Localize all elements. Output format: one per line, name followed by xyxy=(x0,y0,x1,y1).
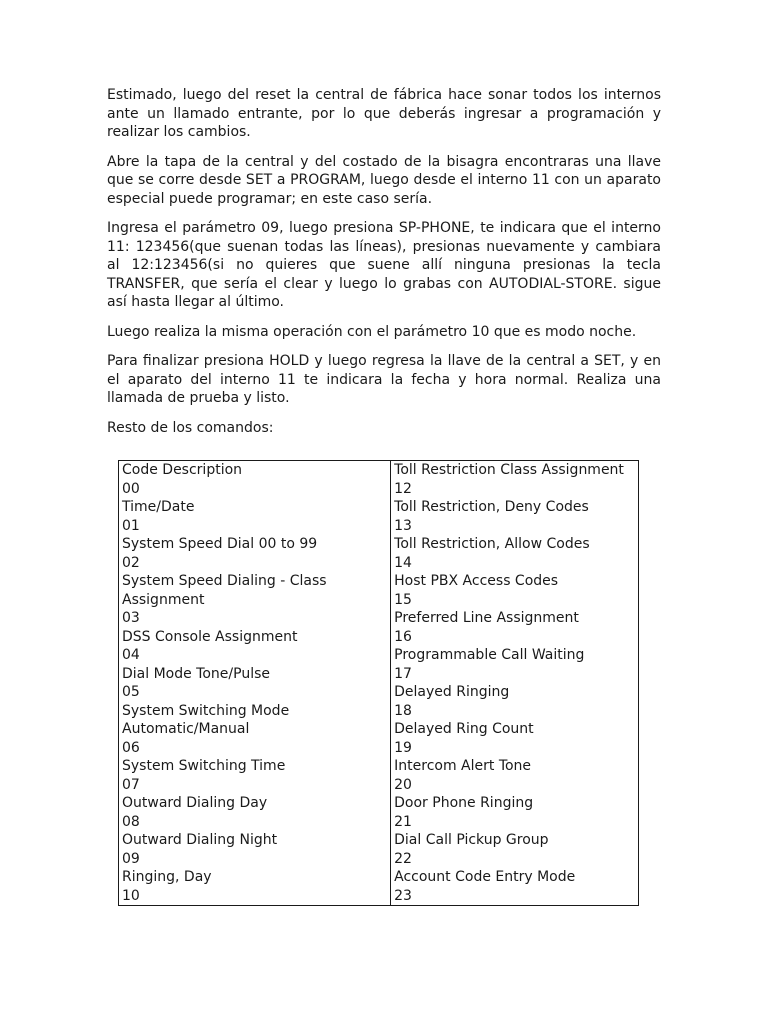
table-cell-line: Code Description xyxy=(122,462,243,478)
table-cell-line: 08 xyxy=(122,813,140,830)
table-cell-line: 12 xyxy=(394,480,412,497)
table-cell-line: Outward Dialing Day xyxy=(122,795,268,811)
table-cell-line: 05 xyxy=(122,684,140,700)
table-cell-line: Intercom Alert Tone xyxy=(394,758,532,774)
commands-table xyxy=(118,460,639,906)
table-cell-line: System Speed Dialing - Class xyxy=(122,573,327,589)
table-row xyxy=(119,461,639,906)
paragraph: Ingresa el parámetro 09, luego presiona SP-PHONE, te indicara que el interno 11: 123456(que suenan todas las líneas), presionas nuevamente y cambiara al 12:123456(si no quieres que suene allí ninguna presionas la tecla TRANSFER, que sería el clear y luego lo grabas con AUTODIAL-STORE. sigue así hasta llegar al último. xyxy=(107,220,661,310)
table-cell-line: 10 xyxy=(122,887,140,904)
table-cell-line: 14 xyxy=(394,554,412,571)
table-cell-line: 07 xyxy=(122,776,140,793)
table-cell-line: Dial Call Pickup Group xyxy=(394,832,549,848)
table-cell-line: Outward Dialing Night xyxy=(122,832,278,848)
table-cell-line: Assignment xyxy=(122,591,205,608)
document-body xyxy=(107,86,661,449)
table-cell-line: Time/Date xyxy=(122,499,195,515)
left-column xyxy=(119,461,391,906)
table-cell-line: 18 xyxy=(394,702,412,719)
table-cell-line: System Switching Time xyxy=(122,758,286,774)
table-cell-line: Toll Restriction, Deny Codes xyxy=(394,499,589,515)
table-cell-line: Automatic/Manual xyxy=(122,721,250,737)
table-cell-line: Delayed Ringing xyxy=(394,684,510,700)
table-cell-line: Programmable Call Waiting xyxy=(394,647,585,663)
table-cell-line: Account Code Entry Mode xyxy=(394,869,576,885)
table-cell-line: Ringing, Day xyxy=(122,869,212,885)
table-cell-line: Toll Restriction, Allow Codes xyxy=(394,536,590,552)
table-cell-line: 02 xyxy=(122,554,140,571)
paragraph: Para finalizar presiona HOLD y luego regresa la llave de la central a SET, y en el aparato del interno 11 te indicara la fecha y hora normal. Realiza una llamada de prueba y listo. xyxy=(107,353,661,406)
table-cell-line: 01 xyxy=(122,517,140,534)
paragraph: Abre la tapa de la central y del costado de la bisagra encontraras una llave que se corre desde SET a PROGRAM, luego desde el interno 11 con un aparato especial puede programar; en este caso sería. xyxy=(107,153,661,207)
table-cell-line: 17 xyxy=(394,665,412,682)
paragraph: Luego realiza la misma operación con el parámetro 10 que es modo noche. xyxy=(107,323,637,340)
right-column xyxy=(391,461,639,906)
table-cell-line: Preferred Line Assignment xyxy=(394,610,579,626)
table-cell-line: 04 xyxy=(122,647,140,663)
table-cell-line: Delayed Ring Count xyxy=(394,721,534,737)
table-cell-line: 20 xyxy=(394,776,412,793)
table-cell-line: 16 xyxy=(394,628,412,645)
table-cell-line: Toll Restriction Class Assignment xyxy=(394,462,624,478)
table-intro: Resto de los comandos: xyxy=(107,419,274,436)
table-cell-line: Dial Mode Tone/Pulse xyxy=(122,665,270,682)
table-cell-line: System Switching Mode xyxy=(122,702,290,719)
table-cell-line: 06 xyxy=(122,739,140,756)
table-cell-line: 09 xyxy=(122,850,140,867)
paragraph: Estimado, luego del reset la central de fábrica hace sonar todos los internos ante un llamado entrante, por lo que deberás ingresar a programación y realizar los cambios. xyxy=(107,87,661,140)
table-cell-line: Host PBX Access Codes xyxy=(394,573,559,589)
table-cell-line: 21 xyxy=(394,813,412,830)
table-cell-line: 03 xyxy=(122,610,140,626)
table-cell-line: 23 xyxy=(394,887,412,904)
table-cell-line: 15 xyxy=(394,591,412,608)
table-cell-line: 13 xyxy=(394,517,412,534)
table-cell-line: 00 xyxy=(122,480,140,497)
table-cell-line: System Speed Dial 00 to 99 xyxy=(122,536,318,552)
table-cell-line: DSS Console Assignment xyxy=(122,628,298,645)
table-cell-line: 19 xyxy=(394,739,412,756)
table-cell-line: Door Phone Ringing xyxy=(394,795,534,811)
table-cell-line: 22 xyxy=(394,850,412,867)
